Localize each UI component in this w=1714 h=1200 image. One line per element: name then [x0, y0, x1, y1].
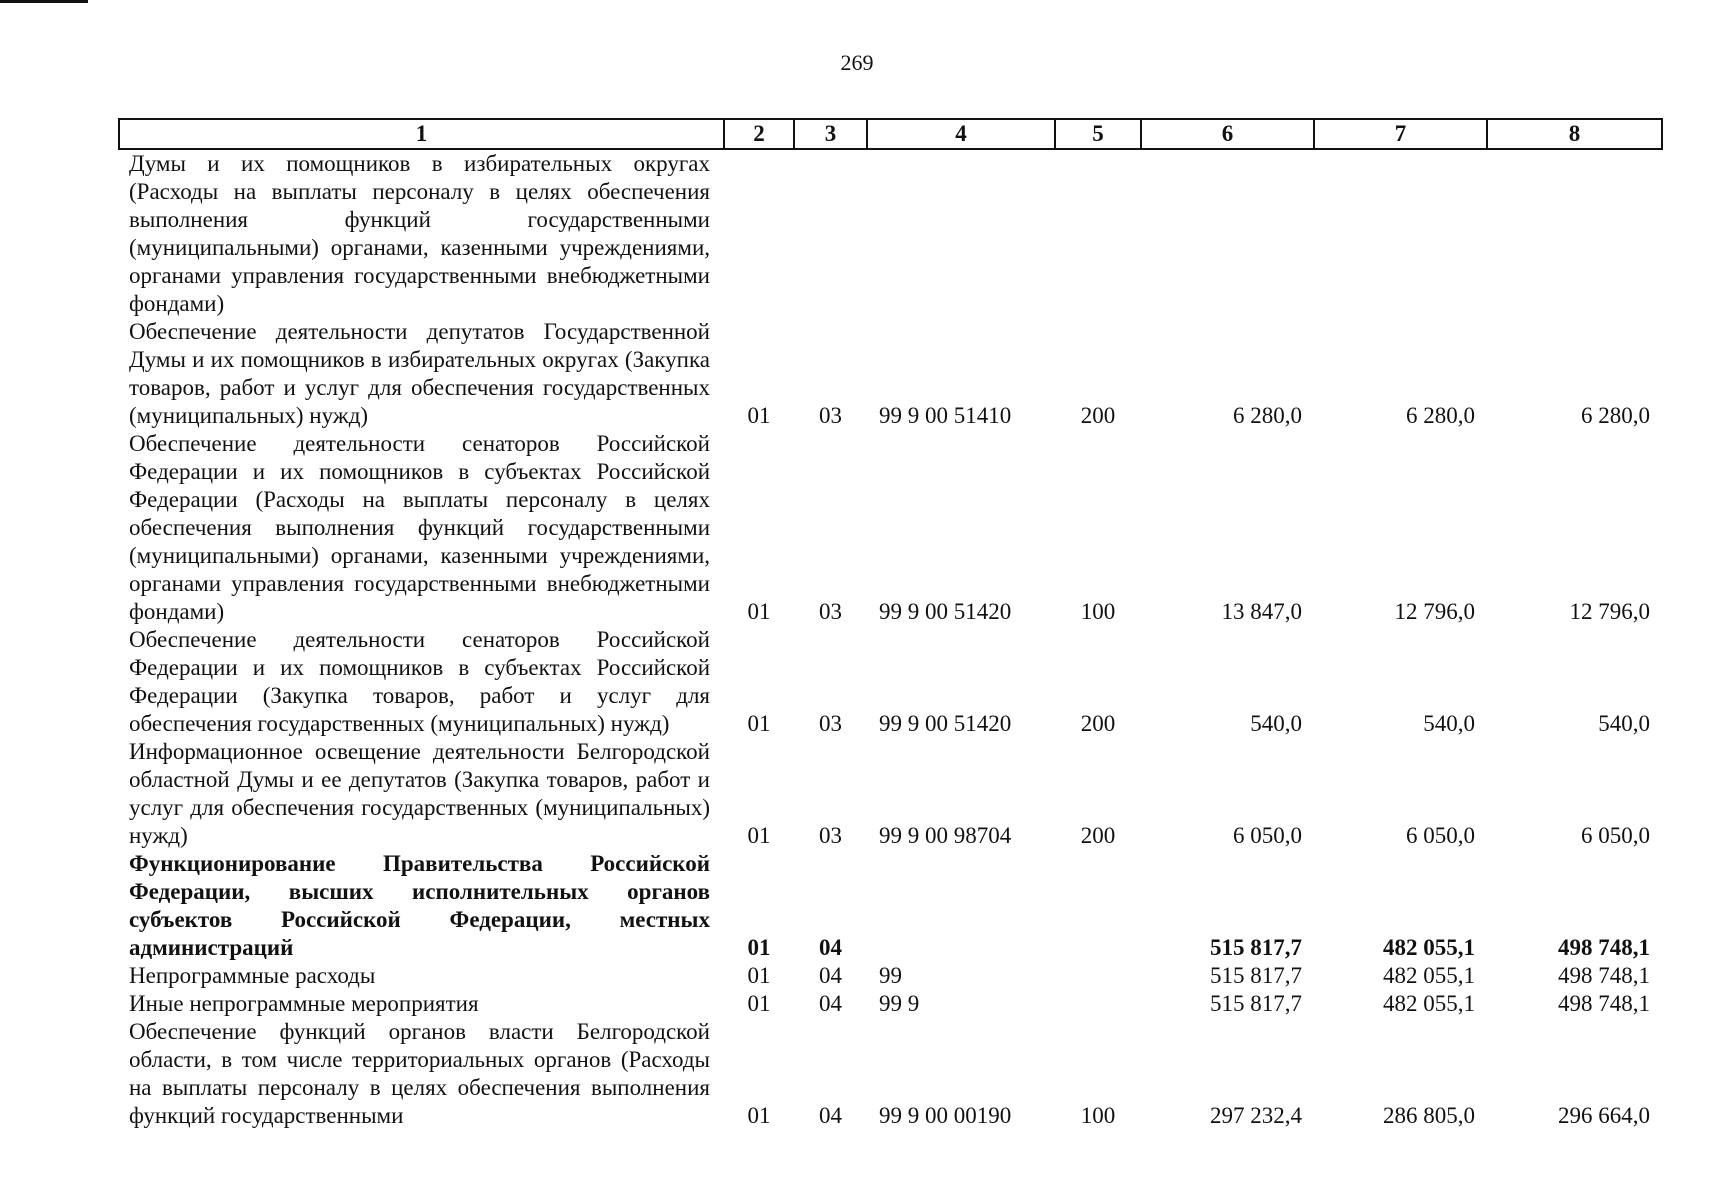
row-amount-year-3: 6 280,0 [1581, 403, 1650, 428]
row-expense-type-code: 200 [1080, 403, 1116, 428]
row-amount-year-1: 297 232,4 [1210, 1103, 1302, 1128]
row-target-article-code: 99 9 00 51410 [879, 403, 1012, 428]
row-subsection-code: 04 [819, 963, 842, 988]
row-target-article-code: 99 9 00 00190 [879, 1103, 1012, 1128]
row-amount-year-2: 540,0 [1423, 711, 1475, 736]
column-header-1: 1 [119, 119, 724, 149]
row-subsection-code: 04 [819, 991, 842, 1016]
row-amount-year-2: 286 805,0 [1383, 1103, 1475, 1128]
row-amount-year-2: 12 796,0 [1394, 599, 1475, 624]
row-expense-type-code [1055, 149, 1141, 318]
row-target-article-code [867, 149, 1055, 318]
row-amount-year-3: 6 050,0 [1581, 823, 1650, 848]
table-row [119, 318, 1662, 430]
row-amount-year-2 [1314, 149, 1487, 318]
table-row [119, 962, 1662, 990]
row-amount-year-1: 6 280,0 [1233, 403, 1302, 428]
row-amount-year-1: 6 050,0 [1233, 823, 1302, 848]
row-target-article-code: 99 9 00 51420 [879, 599, 1012, 624]
row-amount-year-2: 6 280,0 [1406, 403, 1475, 428]
row-section-code: 01 [747, 991, 771, 1016]
row-name-cell: Обеспечение деятельности сенаторов Российской Федерации и их помощников в субъектах Российской Федерации (Расходы на выплаты персоналу в целях обеспечения выполнения функций государственными (муниципальными) органами, казенными учреждениями, органами управления государственными внебюджетными фондами) [129, 431, 710, 624]
table-row [119, 990, 1662, 1018]
budget-table [118, 118, 1663, 1130]
row-target-article-code: 99 9 00 98704 [879, 823, 1012, 848]
row-amount-year-1: 515 817,7 [1210, 963, 1302, 988]
column-header-4: 4 [867, 119, 1055, 149]
row-expense-type-code: 200 [1080, 823, 1116, 848]
row-amount-year-3: 296 664,0 [1558, 1103, 1650, 1128]
row-amount-year-3: 540,0 [1598, 711, 1650, 736]
row-subsection-code: 03 [819, 711, 842, 736]
row-section-code: 01 [747, 403, 771, 428]
table-row [119, 1018, 1662, 1130]
row-section-code: 01 [747, 599, 771, 624]
row-amount-year-1 [1141, 149, 1314, 318]
row-expense-type-code [1055, 990, 1141, 1018]
row-amount-year-3 [1487, 149, 1662, 318]
row-section-code: 01 [747, 711, 771, 736]
row-name-cell: Обеспечение деятельности сенаторов Российской Федерации и их помощников в субъектах Российской Федерации (Закупка товаров, работ и услуг для обеспечения государственных (муниципальных) нужд) [129, 627, 710, 736]
row-section-code: 01 [747, 935, 771, 960]
row-name-cell: Информационное освещение деятельности Белгородской областной Думы и ее депутатов (Закупка товаров, работ и услуг для обеспечения государственных (муниципальных) нужд) [129, 739, 710, 848]
row-expense-type-code: 200 [1080, 711, 1116, 736]
row-name-cell: Функционирование Правительства Российской Федерации, высших исполнительных органов субъектов Российской Федерации, местных администраций [129, 851, 710, 960]
row-section-code [724, 149, 794, 318]
row-name-cell: Думы и их помощников в избирательных округах (Расходы на выплаты персоналу в целях обеспечения выполнения функций государственными (муниципальными) органами, казенными учреждениями, органами управления государственными внебюджетными фондами) [129, 151, 710, 316]
table-body [119, 149, 1662, 1130]
table-header-row [119, 119, 1662, 149]
row-amount-year-1: 515 817,7 [1210, 935, 1302, 960]
row-amount-year-3: 12 796,0 [1569, 599, 1650, 624]
table-row [119, 850, 1662, 962]
column-header-5: 5 [1055, 119, 1141, 149]
column-header-3: 3 [794, 119, 867, 149]
column-header-7: 7 [1314, 119, 1487, 149]
row-amount-year-3: 498 748,1 [1558, 963, 1650, 988]
row-target-article-code: 99 [879, 963, 902, 988]
row-subsection-code: 04 [819, 935, 842, 960]
row-amount-year-2: 482 055,1 [1383, 991, 1475, 1016]
row-subsection-code [794, 149, 867, 318]
row-name-cell: Непрограммные расходы [129, 963, 376, 988]
row-amount-year-1: 540,0 [1250, 711, 1302, 736]
column-header-6: 6 [1141, 119, 1314, 149]
row-section-code: 01 [747, 823, 771, 848]
row-amount-year-2: 482 055,1 [1383, 935, 1475, 960]
row-subsection-code: 03 [819, 403, 842, 428]
table-row [119, 149, 1662, 318]
row-name-cell: Иные непрограммные мероприятия [129, 991, 479, 1016]
row-amount-year-3: 498 748,1 [1558, 991, 1650, 1016]
row-subsection-code: 04 [819, 1103, 842, 1128]
row-amount-year-3: 498 748,1 [1558, 935, 1650, 960]
row-amount-year-1: 13 847,0 [1221, 599, 1302, 624]
row-name-cell: Обеспечение функций органов власти Белгородской области, в том числе территориальных органов (Расходы на выплаты персоналу в целях обеспечения выполнения функций государственными [129, 1019, 710, 1128]
row-expense-type-code: 100 [1080, 1103, 1116, 1128]
row-expense-type-code [1055, 850, 1141, 962]
row-amount-year-1: 515 817,7 [1210, 991, 1302, 1016]
row-target-article-code [867, 850, 1055, 962]
column-header-2: 2 [724, 119, 794, 149]
row-subsection-code: 03 [819, 823, 842, 848]
row-section-code: 01 [747, 963, 771, 988]
page-number: 269 [840, 50, 874, 75]
row-amount-year-2: 6 050,0 [1406, 823, 1475, 848]
scan-corner-mark [0, 0, 88, 3]
row-section-code: 01 [747, 1103, 771, 1128]
row-target-article-code: 99 9 00 51420 [879, 711, 1012, 736]
row-expense-type-code: 100 [1080, 599, 1116, 624]
row-subsection-code: 03 [819, 599, 842, 624]
row-amount-year-2: 482 055,1 [1383, 963, 1475, 988]
table-row [119, 430, 1662, 626]
column-header-8: 8 [1487, 119, 1662, 149]
row-name-cell: Обеспечение деятельности депутатов Государственной Думы и их помощников в избирательных округах (Закупка товаров, работ и услуг для обеспечения государственных (муниципальных) нужд) [129, 319, 710, 428]
table-row [119, 738, 1662, 850]
row-target-article-code: 99 9 [879, 991, 920, 1016]
row-expense-type-code [1055, 962, 1141, 990]
table-row [119, 626, 1662, 738]
